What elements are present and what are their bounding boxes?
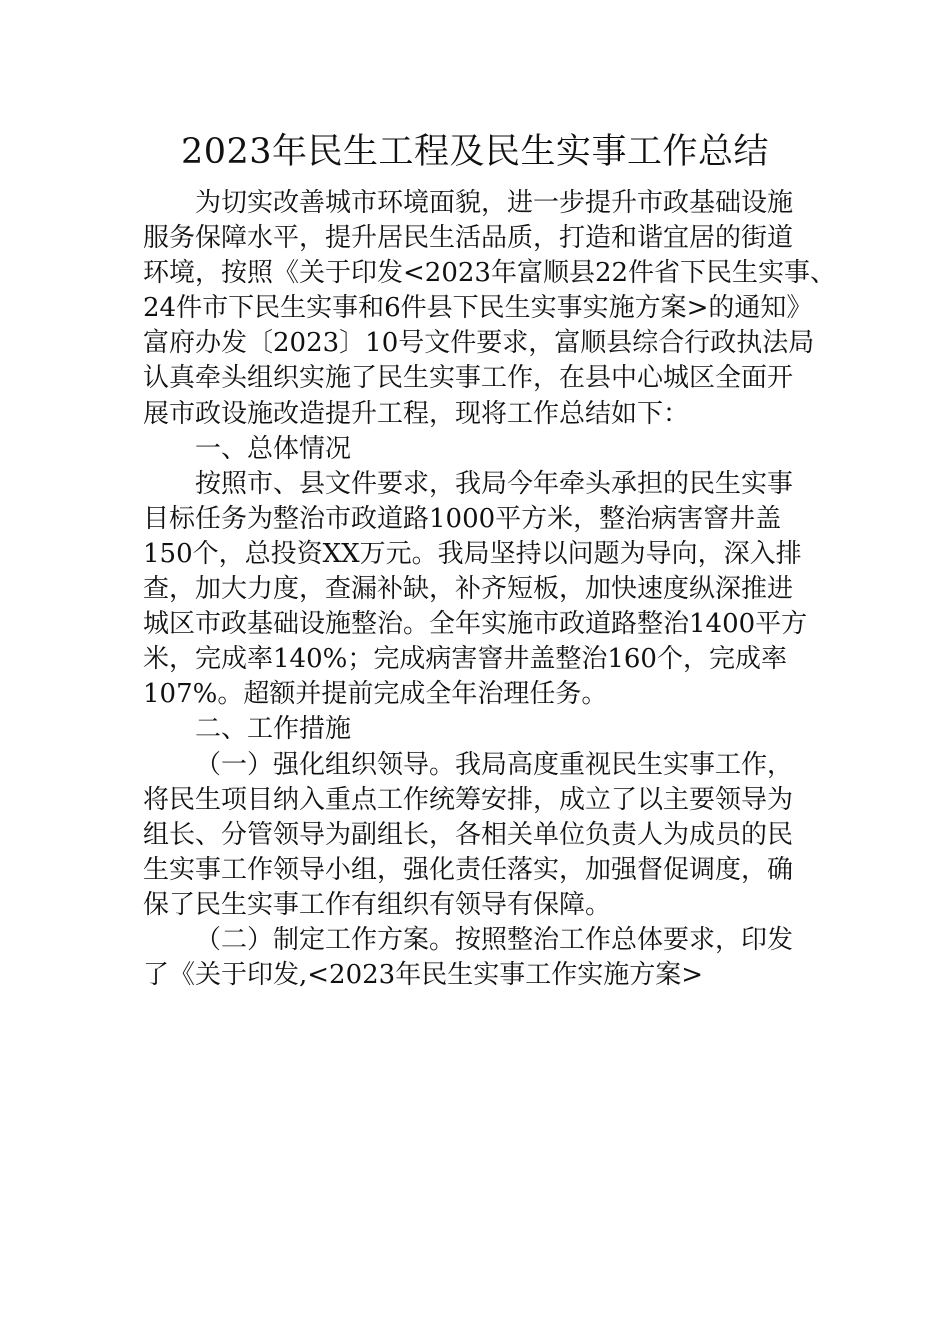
- paragraph-line: 查，加大力度，查漏补缺，补齐短板，加快速度纵深推进: [143, 574, 794, 605]
- document-body: [143, 186, 837, 993]
- paragraph-line: 组长、分管领导为副组长，各相关单位负责人为成员的民: [143, 819, 794, 850]
- paragraph-line: 富府办发〔2023〕10号文件要求，富顺县综合行政执法局: [143, 328, 815, 359]
- paragraph-line: 24件市下民生实事和6件县下民生实事实施方案>的通知》: [143, 293, 813, 324]
- paragraph-line: 城区市政基础设施整治。全年实施市政道路整治1400平方: [143, 609, 808, 640]
- paragraph-line: 目标任务为整治市政道路1000平方米，整治病害窨井盖: [143, 503, 782, 534]
- paragraph-line: 环境，按照《关于印发<2023年富顺县22件省下民生实事、: [143, 258, 837, 289]
- paragraph-line: 米，完成率140%；完成病害窨井盖整治160个，完成率: [143, 644, 787, 675]
- section-heading: 一、总体情况: [195, 433, 352, 464]
- paragraph-line: 展市政设施改造提升工程，现将工作总结如下：: [143, 398, 690, 429]
- paragraph-line: （一）强化组织领导。我局高度重视民生实事工作，: [195, 749, 794, 780]
- paragraph-line: 按照市、县文件要求，我局今年牵头承担的民生实事: [195, 468, 794, 499]
- paragraph-line: 了《关于印发,<2023年民生实事工作实施方案>: [143, 960, 704, 991]
- paragraph-line: （二）制定工作方案。按照整治工作总体要求，印发: [195, 924, 794, 955]
- paragraph-line: 服务保障水平，提升居民生活品质，打造和谐宜居的街道: [143, 223, 794, 254]
- paragraph-line: 生实事工作领导小组，强化责任落实，加强督促调度，确: [143, 854, 794, 885]
- paragraph-line: 150个，总投资XX万元。我局坚持以问题为导向，深入排: [143, 538, 802, 569]
- paragraph-line: 认真牵头组织实施了民生实事工作，在县中心城区全面开: [143, 363, 794, 394]
- paragraph-line: 将民生项目纳入重点工作统筹安排，成立了以主要领导为: [143, 784, 794, 815]
- paragraph-line: 107%。超额并提前完成全年治理任务。: [143, 679, 608, 710]
- section-heading: 二、工作措施: [195, 714, 352, 745]
- paragraph-line: 保了民生实事工作有组织有领导有保障。: [143, 889, 612, 920]
- paragraph-line: 为切实改善城市环境面貌，进一步提升市政基础设施: [195, 188, 794, 218]
- document-title: 2023年民生工程及民生实事工作总结: [180, 132, 770, 172]
